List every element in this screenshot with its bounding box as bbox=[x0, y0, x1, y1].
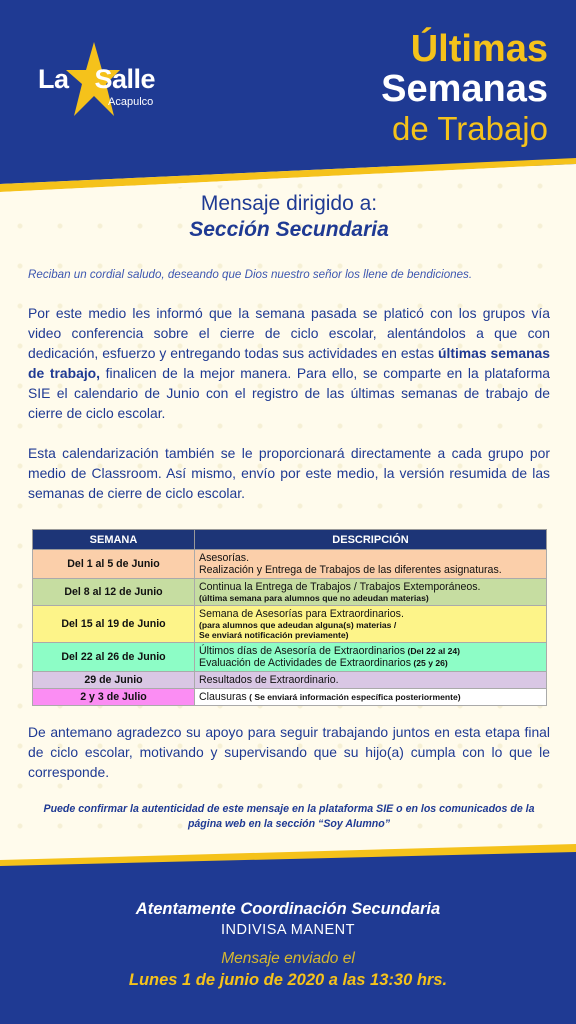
desc-line bbox=[199, 645, 542, 657]
week-cell: 2 y 3 de Julio bbox=[33, 689, 195, 706]
desc-line-note: (Del 22 al 24) bbox=[405, 646, 461, 656]
motto: INDIVISA MANENT bbox=[221, 922, 355, 938]
brand-right: Salle bbox=[94, 64, 156, 94]
closing-paragraph: De antemano agradezco su apoyo para seguir trabajando juntos en esta etapa final de ciclo escolar, motivando y supervisando que su hijo(a) cumpla con lo que le corresponde. bbox=[28, 724, 550, 780]
header-description: DESCRIPCIÓN bbox=[195, 530, 547, 550]
section-name: Sección Secundaria bbox=[189, 218, 389, 241]
title-line-1: Últimas bbox=[410, 28, 548, 70]
verification-note: Puede confirmar la autenticidad de este mensaje en la plataforma SIE o en los comunicados de la página web en la sección “Soy Alumno” bbox=[43, 803, 535, 830]
paragraph-1-b: finalicen de la mejor manera. Para ello, se comparte en la plataforma SIE el calendario de Junio con el registro de las últimas semanas de trabajo de cierre de ciclo escolar. bbox=[28, 365, 550, 421]
desc-note: Se enviará notificación previamente) bbox=[199, 630, 349, 640]
paragraph-2: Esta calendarización también se le proporcionará directamente a cada grupo por medio de Classroom. Así mismo, envío por este medio, la versión resumida de las semanas de cierre de ciclo escolar. bbox=[28, 445, 550, 501]
desc-line: Resultados de Extraordinario. bbox=[199, 674, 339, 686]
brand-logo bbox=[38, 64, 155, 95]
description-cell bbox=[195, 643, 547, 672]
week-cell: 29 de Junio bbox=[33, 672, 195, 689]
brand-left: La bbox=[38, 64, 69, 94]
desc-line-text: Evaluación de Actividades de Extraordinarios bbox=[199, 657, 411, 669]
week-cell: Del 1 al 5 de Junio bbox=[33, 550, 195, 579]
table-row bbox=[33, 579, 547, 606]
desc-line bbox=[199, 691, 542, 703]
week-cell: Del 22 al 26 de Junio bbox=[33, 643, 195, 672]
desc-line: Semana de Asesorías para Extraordinarios. bbox=[199, 608, 404, 620]
table-row bbox=[33, 606, 547, 643]
desc-note: (para alumnos que adeudan alguna(s) materias / bbox=[199, 620, 397, 630]
desc-note: (última semana para alumnos que no adeudan materias) bbox=[199, 593, 429, 603]
footer bbox=[0, 900, 576, 990]
description-cell bbox=[195, 672, 547, 689]
message-content bbox=[28, 192, 550, 832]
table-row bbox=[33, 550, 547, 579]
desc-line-note: (25 y 26) bbox=[411, 658, 448, 668]
week-cell: Del 8 al 12 de Junio bbox=[33, 579, 195, 606]
desc-line: Asesorías. bbox=[199, 552, 250, 564]
description-cell bbox=[195, 579, 547, 606]
desc-line-text: Últimos días de Asesoría de Extraordinarios bbox=[199, 645, 406, 657]
desc-line: Realización y Entrega de Trabajos de las diferentes asignaturas. bbox=[199, 564, 502, 576]
greeting: Reciban un cordial saludo, deseando que Dios nuestro señor los llene de bendiciones. bbox=[28, 268, 473, 281]
desc-line-text: Clausuras bbox=[199, 691, 247, 703]
desc-line: Continua la Entrega de Trabajos / Trabajos Extemporáneos. bbox=[199, 581, 481, 593]
paragraph-1 bbox=[28, 303, 550, 423]
week-cell: Del 15 al 19 de Junio bbox=[33, 606, 195, 643]
addressed-to: Mensaje dirigido a: bbox=[200, 192, 378, 215]
desc-line bbox=[199, 657, 542, 669]
brand-subtitle: Acapulco bbox=[108, 96, 154, 108]
description-cell bbox=[195, 550, 547, 579]
page-title bbox=[381, 30, 548, 145]
sent-label: Mensaje enviado el bbox=[221, 950, 355, 967]
desc-line-note: ( Se enviará información específica posteriormente) bbox=[246, 692, 461, 702]
paragraph-1-bold: últimas semanas de trabajo, bbox=[28, 345, 550, 381]
sent-date: Lunes 1 de junio de 2020 a las 13:30 hrs. bbox=[128, 971, 448, 989]
paragraph-1-a: Por este medio les informó que la semana pasada se platicó con los grupos vía video conferencia sobre el cierre de ciclo escolar, alentándolos a que con dedicación, esfuerzo y entregando todas sus actividades en estas bbox=[28, 305, 550, 361]
description-cell bbox=[195, 689, 547, 706]
bottom-wave-divider bbox=[0, 830, 576, 890]
schedule-table bbox=[32, 529, 547, 706]
table-row bbox=[33, 643, 547, 672]
message-heading bbox=[28, 192, 550, 242]
table-row bbox=[33, 689, 547, 706]
table-header-row bbox=[33, 530, 547, 550]
signoff: Atentamente Coordinación Secundaria bbox=[135, 900, 441, 918]
title-line-3: de Trabajo bbox=[392, 110, 548, 147]
table-row bbox=[33, 672, 547, 689]
header-week: SEMANA bbox=[33, 530, 195, 550]
title-line-2: Semanas bbox=[381, 68, 548, 110]
description-cell bbox=[195, 606, 547, 643]
